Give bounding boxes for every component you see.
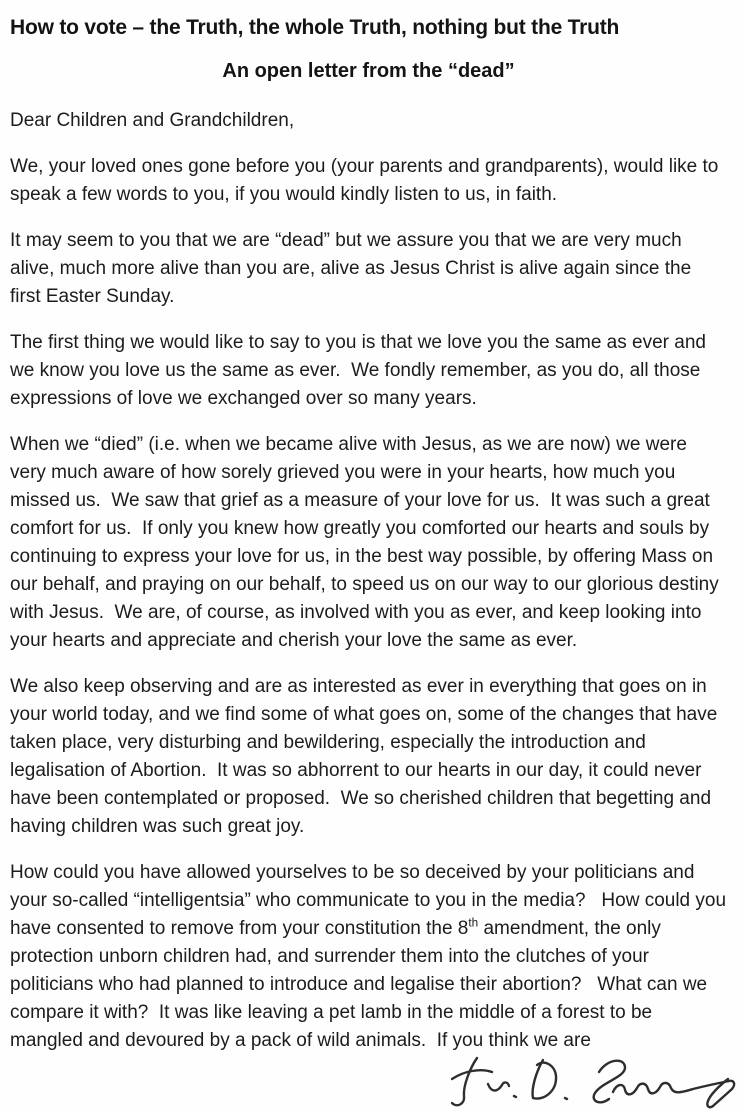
signature-handwriting-icon [447,1046,737,1112]
letter-paragraphs [10,153,732,1055]
paragraph: How could you have allowed yourselves to be so deceived by your politicians and your so-called “intelligentsia” who communicate to you in the media? How could you have consented to remove from your constitution the 8th amendment, the only protection unborn children had, and surrender them into the clutches of your politicians who had planned to introduce and legalise their abortion? What can we compare it with? It was like leaving a pet lamb in the middle of a forest to be mangled and devoured by a pack of wild animals. If you think we are [10,862,732,1051]
paragraph: We also keep observing and are as interested as ever in everything that goes on in your world today, and we find some of what goes on, some of the changes that have taken place, very disturbing and bewildering, especially the introduction and legalisation of Abortion. It was so abhorrent to our hearts in our day, it could never have been contemplated or proposed. We so cherished children that begetting and having children was such great joy. [10,676,723,837]
paragraph: We, your loved ones gone before you (your parents and grandparents), would like to speak a few words to you, if you would kindly listen to us, in faith. [10,156,724,205]
paragraph: When we “died” (i.e. when we became alive with Jesus, as we are now) we were very much aware of how sorely grieved you were in your hearts, how much you missed us. We saw that grief as a measure of your love for us. It was such a great comfort for us. If only you knew how greatly you comforted our hearts and souls by continuing to express your love for us, in the best way possible, by offering Mass on our behalf, and praying on our behalf, to speed us on our way to our glorious destiny with Jesus. We are, of course, as involved with you as ever, and keep looking into your hearts and appreciate and cherish your love the same as ever. [10,434,725,651]
paragraph: It may seem to you that we are “dead” but we assure you that we are very much alive, much more alive than you are, alive as Jesus Christ is alive again since the first Easter Sunday. [10,230,697,307]
paragraph: The first thing we would like to say to you is that we love you the same as ever and we know you love us the same as ever. We fondly remember, as you do, all those expressions of love we exchanged over so many years. [10,332,712,409]
signature [447,1046,737,1112]
page-subtitle: An open letter from the “dead” [222,60,515,82]
salutation: Dear Children and Grandchildren, [10,110,295,131]
letter-body [10,107,732,1055]
page-title: How to vote – the Truth, the whole Truth, nothing but the Truth [10,16,620,39]
